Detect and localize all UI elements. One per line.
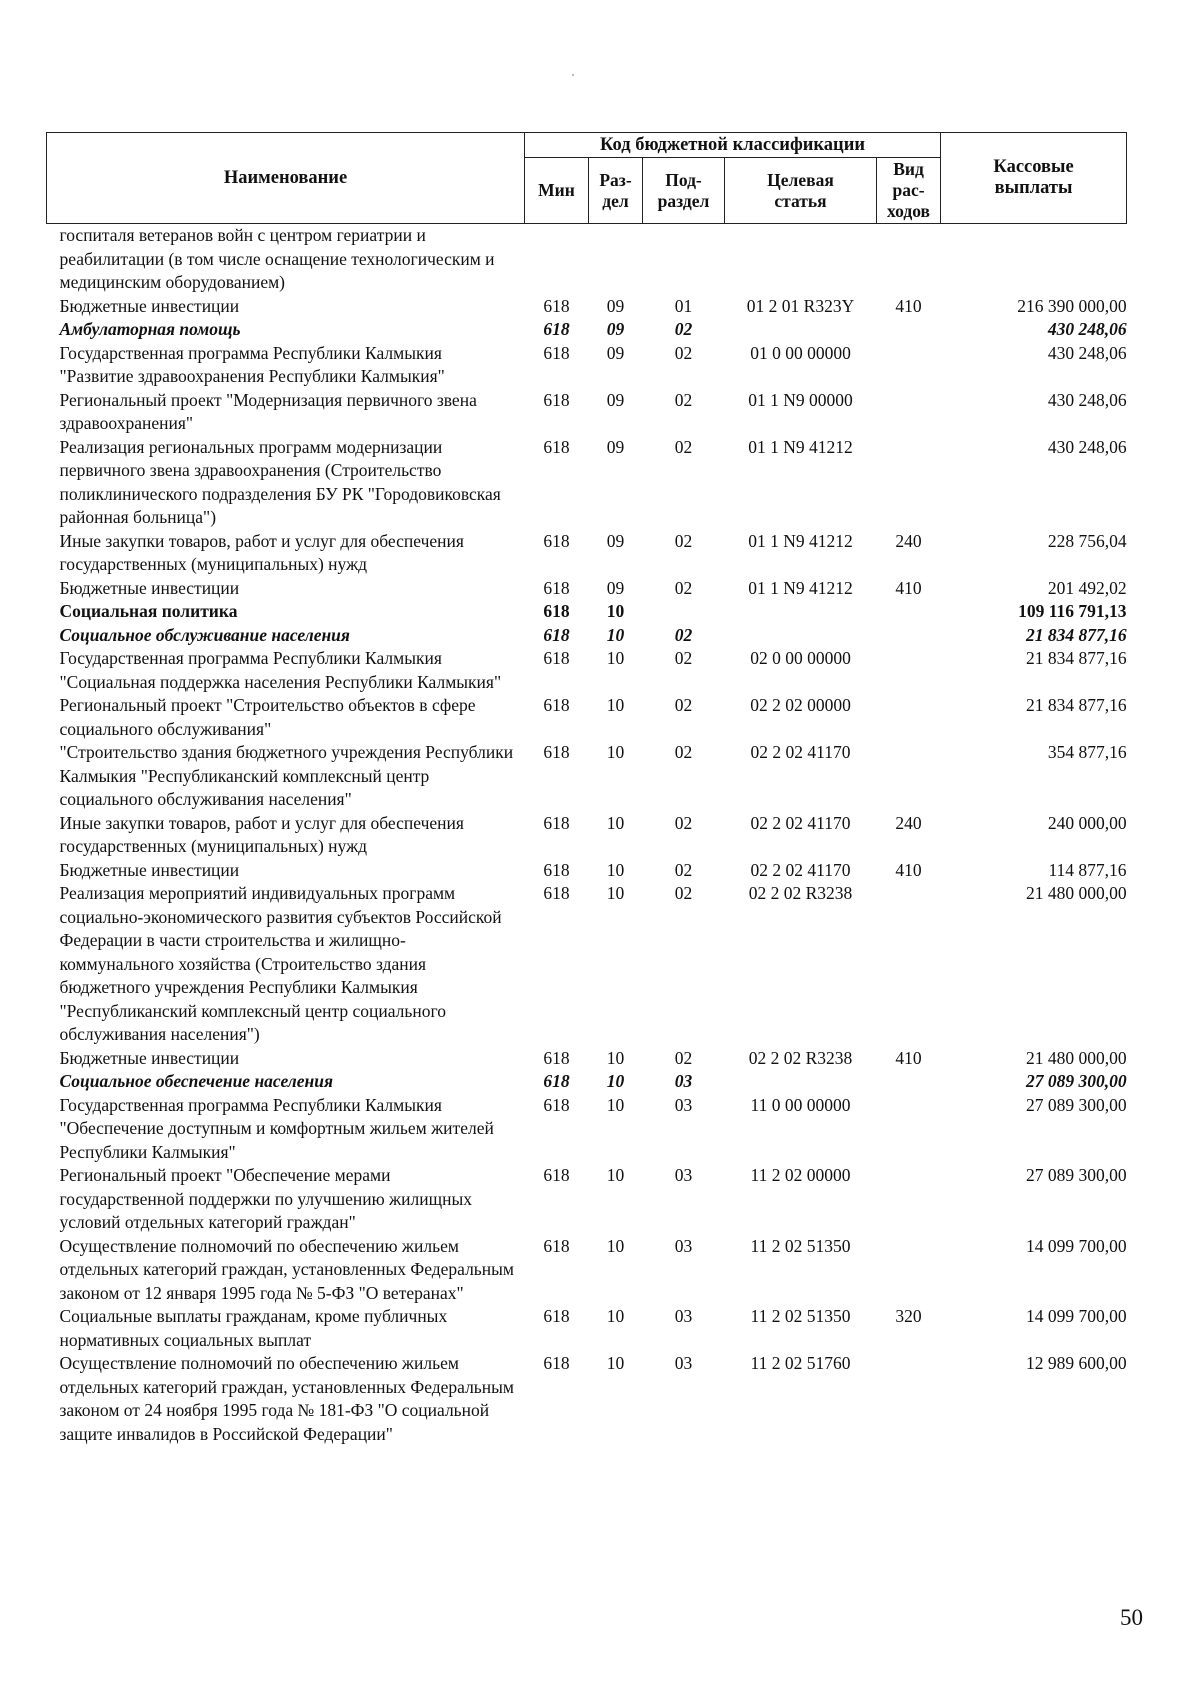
row-vid xyxy=(877,1070,941,1094)
row-celevaya xyxy=(725,624,877,648)
row-min: 618 xyxy=(543,883,570,903)
row-podrazdel: 03 xyxy=(674,1306,693,1326)
row-celevaya xyxy=(725,318,877,342)
row-name: Социальное обеспечение населения xyxy=(59,1071,333,1091)
page-number: 50 xyxy=(1120,1605,1143,1630)
row-celevaya: 02 2 02 R3238 xyxy=(748,1047,853,1068)
row-min: 618 xyxy=(543,1306,570,1326)
row-razdel: 10 xyxy=(606,742,625,762)
row-podrazdel: 02 xyxy=(674,812,693,833)
row-vid xyxy=(877,647,941,694)
table-row xyxy=(47,436,1127,530)
budget-table xyxy=(46,132,1127,1446)
row-name: Бюджетные инвестиции xyxy=(59,295,240,316)
row-name: госпиталя ветеранов войн с центром гериатрии и реабилитации (в том числе оснащение технологическим и медицинским оборудованием) xyxy=(59,225,495,292)
table-row xyxy=(47,741,1127,812)
row-min: 618 xyxy=(543,577,570,598)
header-podrazdel: Под- раздел xyxy=(643,158,725,224)
row-vid xyxy=(877,1235,941,1306)
row-sum xyxy=(941,224,1127,295)
row-vid: 410 xyxy=(895,577,922,598)
row-sum: 27 089 300,00 xyxy=(1025,1071,1127,1091)
row-sum: 240 000,00 xyxy=(1047,812,1127,833)
table-header xyxy=(47,133,1127,224)
row-podrazdel: 02 xyxy=(674,1047,693,1068)
row-razdel: 09 xyxy=(606,342,625,363)
row-razdel: 10 xyxy=(606,1071,625,1091)
table-row xyxy=(47,647,1127,694)
row-razdel: 09 xyxy=(606,436,625,457)
table-row xyxy=(47,318,1127,342)
header-vid: Вид рас- ходов xyxy=(877,158,941,224)
row-min: 618 xyxy=(543,695,570,715)
row-sum: 21 834 877,16 xyxy=(1025,648,1127,668)
row-vid xyxy=(877,1352,941,1446)
row-min: 618 xyxy=(543,1165,570,1185)
table-row xyxy=(47,389,1127,436)
row-name: Социальные выплаты гражданам, кроме публичных нормативных социальных выплат xyxy=(59,1306,448,1350)
row-podrazdel: 02 xyxy=(674,530,693,551)
row-podrazdel xyxy=(643,224,725,295)
row-name: Социальная политика xyxy=(59,601,238,621)
row-celevaya: 01 1 N9 41212 xyxy=(748,530,853,551)
row-vid: 240 xyxy=(895,812,922,833)
table-row xyxy=(47,224,1127,295)
row-podrazdel: 02 xyxy=(674,742,693,762)
row-vid xyxy=(877,389,941,436)
row-podrazdel: 02 xyxy=(674,695,693,715)
header-min: Мин xyxy=(525,158,589,224)
row-vid: 410 xyxy=(895,859,922,880)
row-vid xyxy=(877,318,941,342)
table-row xyxy=(47,624,1127,648)
header-cash: Кассовые выплаты xyxy=(941,133,1127,224)
header-code-group: Код бюджетной классификации xyxy=(525,133,941,158)
row-podrazdel: 03 xyxy=(674,1353,693,1373)
row-razdel: 10 xyxy=(606,1047,625,1068)
row-celevaya xyxy=(725,1070,877,1094)
row-name: Региональный проект "Модернизация первичного звена здравоохранения" xyxy=(59,389,477,433)
row-celevaya: 11 0 00 00000 xyxy=(750,1094,851,1115)
row-min: 618 xyxy=(543,319,570,339)
row-podrazdel xyxy=(643,600,725,624)
row-min: 618 xyxy=(543,1047,570,1068)
row-celevaya: 02 2 02 41170 xyxy=(750,812,851,833)
row-vid xyxy=(877,1164,941,1235)
row-razdel: 10 xyxy=(606,812,625,833)
row-vid xyxy=(877,224,941,295)
row-vid: 240 xyxy=(895,530,922,551)
row-razdel: 09 xyxy=(606,577,625,598)
row-podrazdel: 02 xyxy=(674,436,693,457)
row-sum: 228 756,04 xyxy=(1047,530,1127,551)
row-min: 618 xyxy=(543,859,570,880)
row-celevaya: 02 2 02 R3238 xyxy=(748,883,853,903)
table-row xyxy=(47,859,1127,883)
row-podrazdel: 02 xyxy=(674,577,693,598)
row-celevaya: 01 0 00 00000 xyxy=(750,342,851,363)
row-sum: 430 248,06 xyxy=(1047,389,1127,410)
row-sum: 21 834 877,16 xyxy=(1025,624,1127,645)
table-row xyxy=(47,1352,1127,1446)
row-name: Бюджетные инвестиции xyxy=(59,577,240,598)
row-sum: 430 248,06 xyxy=(1047,319,1127,339)
row-podrazdel: 01 xyxy=(674,295,693,316)
row-sum: 21 834 877,16 xyxy=(1025,695,1127,715)
row-razdel xyxy=(589,224,643,295)
row-sum: 21 480 000,00 xyxy=(1025,1047,1127,1068)
row-celevaya: 11 2 02 51350 xyxy=(750,1306,851,1326)
row-celevaya: 01 1 N9 41212 xyxy=(748,577,853,598)
row-sum: 27 089 300,00 xyxy=(1025,1165,1127,1185)
row-razdel: 10 xyxy=(606,1094,625,1115)
row-sum: 27 089 300,00 xyxy=(1025,1094,1127,1115)
row-min: 618 xyxy=(543,342,570,363)
row-razdel: 10 xyxy=(606,1306,625,1326)
row-razdel: 09 xyxy=(606,530,625,551)
table-row xyxy=(47,812,1127,859)
row-vid xyxy=(877,600,941,624)
row-min: 618 xyxy=(543,295,570,316)
row-name: Бюджетные инвестиции xyxy=(59,859,240,880)
row-podrazdel: 02 xyxy=(674,859,693,880)
table-row xyxy=(47,577,1127,601)
row-sum: 354 877,16 xyxy=(1047,742,1127,762)
row-razdel: 10 xyxy=(606,695,625,715)
row-celevaya: 11 2 02 00000 xyxy=(750,1165,851,1185)
row-celevaya: 02 2 02 41170 xyxy=(750,859,851,880)
row-sum: 430 248,06 xyxy=(1047,342,1127,363)
row-min: 618 xyxy=(543,436,570,457)
row-sum: 114 877,16 xyxy=(1048,859,1127,880)
row-celevaya: 01 2 01 R323Y xyxy=(746,295,855,316)
row-name: "Строительство здания бюджетного учреждения Республики Калмыкия "Республиканский комплексный центр социального обслуживания населения" xyxy=(59,742,514,809)
row-sum: 14 099 700,00 xyxy=(1025,1235,1127,1256)
row-min: 618 xyxy=(543,1235,570,1256)
row-podrazdel: 03 xyxy=(674,1071,693,1091)
row-name: Региональный проект "Строительство объектов в сфере социального обслуживания" xyxy=(59,695,476,739)
table-row xyxy=(47,1305,1127,1352)
row-podrazdel: 02 xyxy=(674,319,693,339)
row-sum: 430 248,06 xyxy=(1047,436,1127,457)
row-min: 618 xyxy=(543,1094,570,1115)
row-min: 618 xyxy=(543,530,570,551)
row-min: 618 xyxy=(543,601,570,621)
row-vid xyxy=(877,882,941,1047)
header-celevaya: Целевая статья xyxy=(725,158,877,224)
table-row xyxy=(47,694,1127,741)
row-sum: 14 099 700,00 xyxy=(1025,1306,1127,1326)
row-podrazdel: 03 xyxy=(674,1094,693,1115)
header-razdel: Раз- дел xyxy=(589,158,643,224)
row-sum: 216 390 000,00 xyxy=(1017,295,1127,316)
table-row xyxy=(47,882,1127,1047)
row-razdel: 10 xyxy=(606,859,625,880)
row-razdel: 10 xyxy=(606,883,625,903)
row-name: Социальное обслуживание населения xyxy=(59,624,350,645)
row-sum: 109 116 791,13 xyxy=(1018,601,1127,621)
row-name: Государственная программа Республики Калмыкия "Обеспечение доступным и комфортным жильем жителей Республики Калмыкия" xyxy=(59,1094,494,1162)
row-name: Иные закупки товаров, работ и услуг для обеспечения государственных (муниципальных) нужд xyxy=(59,530,464,574)
table-body xyxy=(47,224,1127,1447)
row-celevaya: 01 1 N9 00000 xyxy=(748,389,853,410)
row-name: Региональный проект "Обеспечение мерами государственной поддержки по улучшению жилищных условий отдельных категорий граждан" xyxy=(59,1165,472,1232)
row-razdel: 10 xyxy=(606,624,625,645)
row-vid: 320 xyxy=(895,1306,922,1326)
table-row xyxy=(47,1070,1127,1094)
row-razdel: 09 xyxy=(606,389,625,410)
row-vid xyxy=(877,624,941,648)
row-name: Реализация мероприятий индивидуальных программ социально-экономического развития субъектов Российской Федерации в части строительства и жилищно-коммунального хозяйства (Строительство здания бюджетного учреждения Республики Калмыкия "Республиканский комплексный центр социального обслуживания населения") xyxy=(59,883,502,1044)
row-vid xyxy=(877,436,941,530)
row-podrazdel: 02 xyxy=(674,648,693,668)
row-celevaya: 11 2 02 51350 xyxy=(750,1235,851,1256)
row-name: Государственная программа Республики Калмыкия "Развитие здравоохранения Республики Калмыкия" xyxy=(59,342,445,386)
header-name: Наименование xyxy=(47,133,525,224)
table-row xyxy=(47,1164,1127,1235)
row-name: Иные закупки товаров, работ и услуг для обеспечения государственных (муниципальных) нужд xyxy=(59,812,464,856)
row-name: Осуществление полномочий по обеспечению жильем отдельных категорий граждан, установленных Федеральным законом от 24 ноября 1995 года № 181-ФЗ "О социальной защите инвалидов в Российской Федерации" xyxy=(59,1353,514,1444)
row-celevaya: 11 2 02 51760 xyxy=(750,1353,851,1373)
row-sum: 12 989 600,00 xyxy=(1025,1353,1127,1373)
row-min: 618 xyxy=(543,648,570,668)
row-podrazdel: 03 xyxy=(674,1165,693,1185)
row-name: Бюджетные инвестиции xyxy=(59,1047,240,1068)
row-celevaya: 01 1 N9 41212 xyxy=(748,436,853,457)
row-min: 618 xyxy=(543,1071,570,1091)
row-name: Амбулаторная помощь xyxy=(59,319,241,339)
row-razdel: 10 xyxy=(606,1165,625,1185)
row-vid xyxy=(877,694,941,741)
row-razdel: 09 xyxy=(606,295,625,316)
row-vid xyxy=(877,342,941,389)
table-row xyxy=(47,1047,1127,1071)
row-podrazdel: 02 xyxy=(674,883,693,903)
row-min: 618 xyxy=(543,1353,570,1373)
table-row xyxy=(47,1235,1127,1306)
row-podrazdel: 02 xyxy=(674,389,693,410)
row-sum: 21 480 000,00 xyxy=(1025,883,1127,903)
row-celevaya: 02 2 02 41170 xyxy=(750,742,851,762)
table-row xyxy=(47,342,1127,389)
row-vid xyxy=(877,1094,941,1165)
row-celevaya: 02 2 02 00000 xyxy=(750,695,851,715)
row-razdel: 09 xyxy=(606,319,625,339)
row-sum: 201 492,02 xyxy=(1047,577,1127,598)
row-vid: 410 xyxy=(895,1047,922,1068)
row-celevaya xyxy=(725,224,877,295)
row-razdel: 10 xyxy=(606,1353,625,1373)
row-min: 618 xyxy=(543,624,570,645)
table-row xyxy=(47,295,1127,319)
row-razdel: 10 xyxy=(606,601,625,621)
row-name: Реализация региональных программ модернизации первичного звена здравоохранения (Строительство поликлинического подразделения БУ РК "Городовиковская районная больница") xyxy=(59,436,501,527)
row-vid xyxy=(877,741,941,812)
row-min: 618 xyxy=(543,812,570,833)
row-celevaya: 02 0 00 00000 xyxy=(750,648,851,668)
row-celevaya xyxy=(725,600,877,624)
row-name: Государственная программа Республики Калмыкия "Социальная поддержка населения Республики Калмыкия" xyxy=(59,648,502,692)
table-row xyxy=(47,1094,1127,1165)
row-min xyxy=(525,224,589,295)
row-name: Осуществление полномочий по обеспечению жильем отдельных категорий граждан, установленных Федеральным законом от 12 января 1995 года № 5-ФЗ "О ветеранах" xyxy=(59,1235,514,1303)
row-min: 618 xyxy=(543,742,570,762)
table-row xyxy=(47,530,1127,577)
row-vid: 410 xyxy=(895,295,922,316)
row-podrazdel: 02 xyxy=(674,342,693,363)
row-razdel: 10 xyxy=(606,648,625,668)
scan-speck xyxy=(572,74,574,76)
table-row xyxy=(47,600,1127,624)
row-razdel: 10 xyxy=(606,1235,625,1256)
row-podrazdel: 03 xyxy=(674,1235,693,1256)
row-min: 618 xyxy=(543,389,570,410)
row-podrazdel: 02 xyxy=(674,624,693,645)
